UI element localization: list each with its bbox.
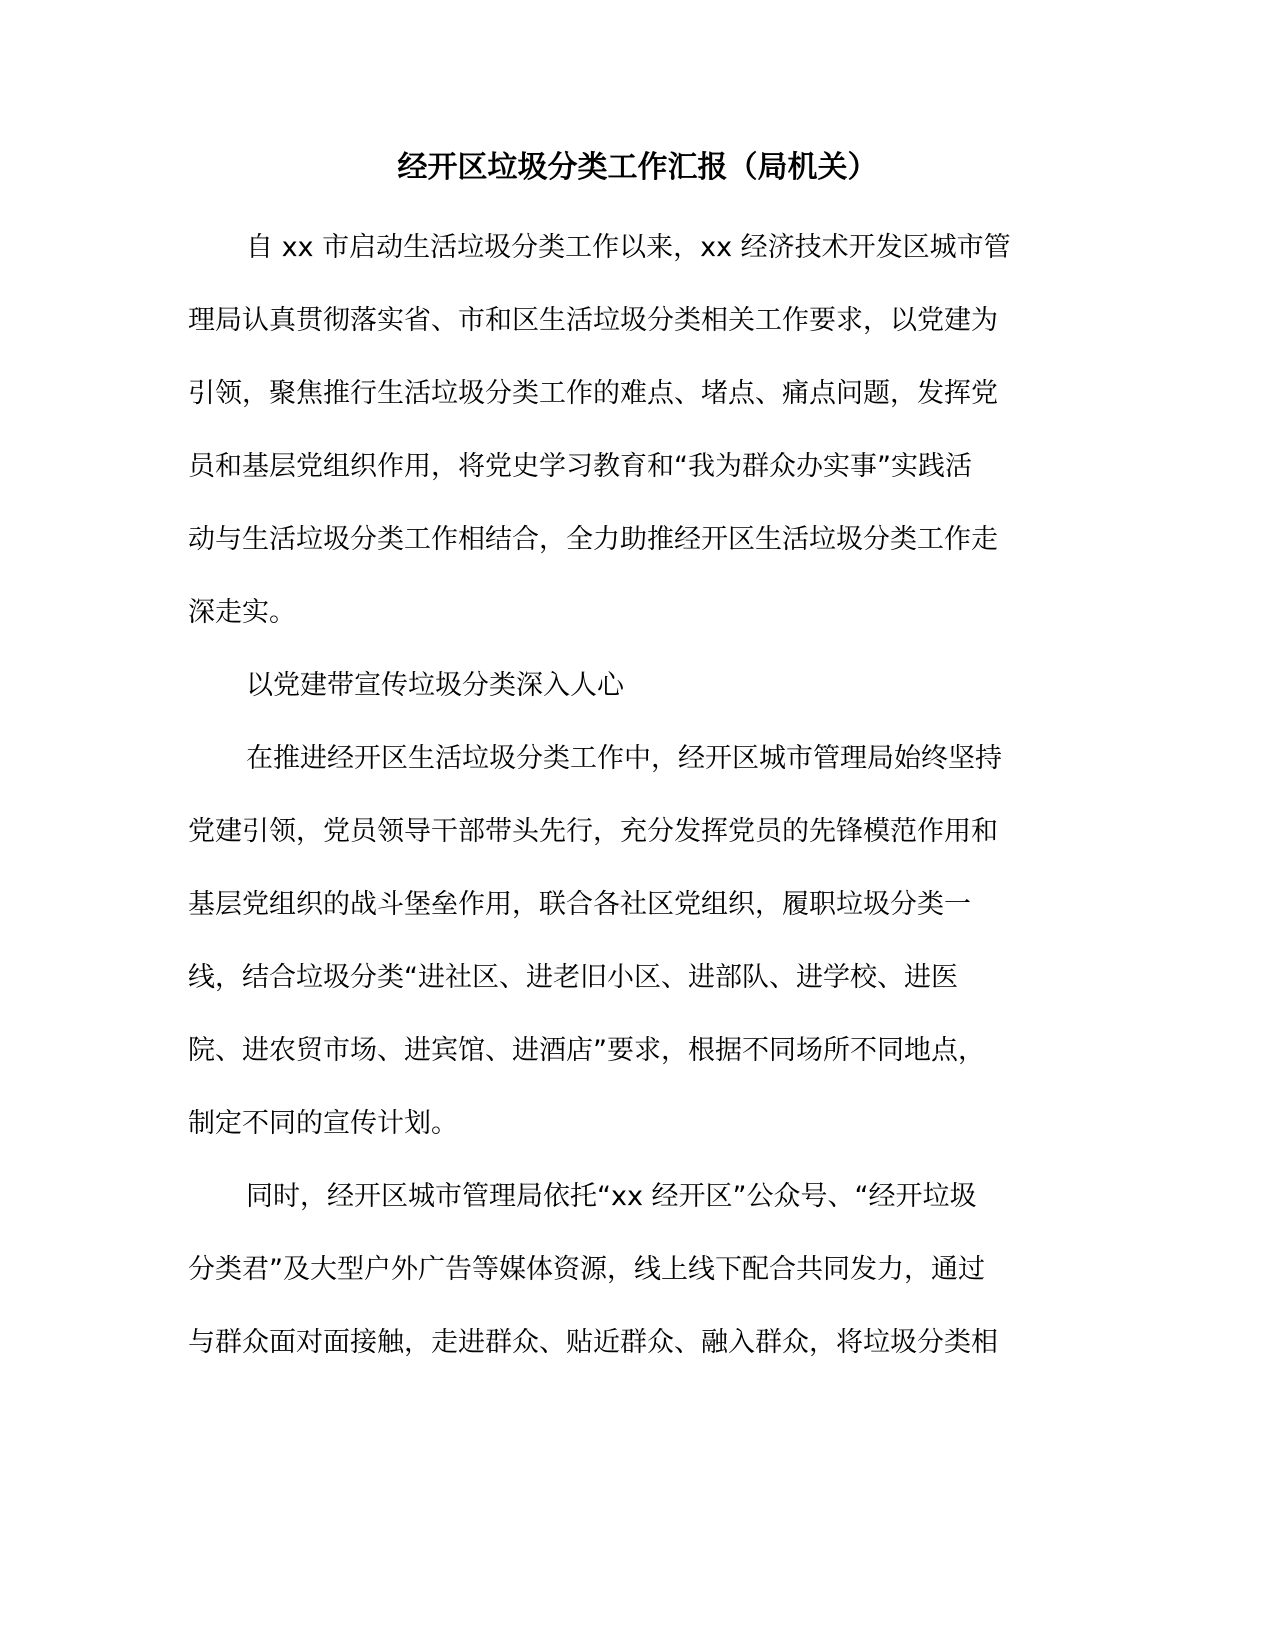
paragraph-2-line-5: 院、进农贸市场、进宾馆、进酒店”要求，根据不同场所不同地点， xyxy=(188,1035,985,1066)
section-heading: 以党建带宣传垃圾分类深入人心 xyxy=(246,670,624,701)
paragraph-1-line-5: 动与生活垃圾分类工作相结合，全力助推经开区生活垃圾分类工作走 xyxy=(188,524,998,555)
paragraph-2-line-6: 制定不同的宣传计划。 xyxy=(188,1108,458,1139)
paragraph-1-line-1: 自 xx 市启动生活垃圾分类工作以来，xx 经济技术开发区城市管 xyxy=(246,232,1011,263)
paragraph-3-line-2: 分类君”及大型户外广告等媒体资源，线上线下配合共同发力，通过 xyxy=(188,1254,985,1285)
paragraph-3-line-1: 同时，经开区城市管理局依托“xx 经开区”公众号、“经开垃圾 xyxy=(246,1181,977,1212)
paragraph-2-line-1: 在推进经开区生活垃圾分类工作中，经开区城市管理局始终坚持 xyxy=(246,743,1002,774)
paragraph-1-line-6: 深走实。 xyxy=(188,597,296,628)
paragraph-1-line-2: 理局认真贯彻落实省、市和区生活垃圾分类相关工作要求，以党建为 xyxy=(188,305,998,336)
document-title: 经开区垃圾分类工作汇报（局机关） xyxy=(397,150,878,185)
paragraph-1-line-4: 员和基层党组织作用，将党史学习教育和“我为群众办实事”实践活 xyxy=(188,451,972,482)
paragraph-1-line-3: 引领，聚焦推行生活垃圾分类工作的难点、堵点、痛点问题，发挥党 xyxy=(188,378,998,409)
paragraph-2-line-3: 基层党组织的战斗堡垒作用，联合各社区党组织，履职垃圾分类一 xyxy=(188,889,971,920)
paragraph-3-line-3: 与群众面对面接触，走进群众、贴近群众、融入群众，将垃圾分类相 xyxy=(188,1327,998,1358)
paragraph-2-line-4: 线，结合垃圾分类“进社区、进老旧小区、进部队、进学校、进医 xyxy=(188,962,958,993)
paragraph-2-line-2: 党建引领，党员领导干部带头先行，充分发挥党员的先锋模范作用和 xyxy=(188,816,998,847)
